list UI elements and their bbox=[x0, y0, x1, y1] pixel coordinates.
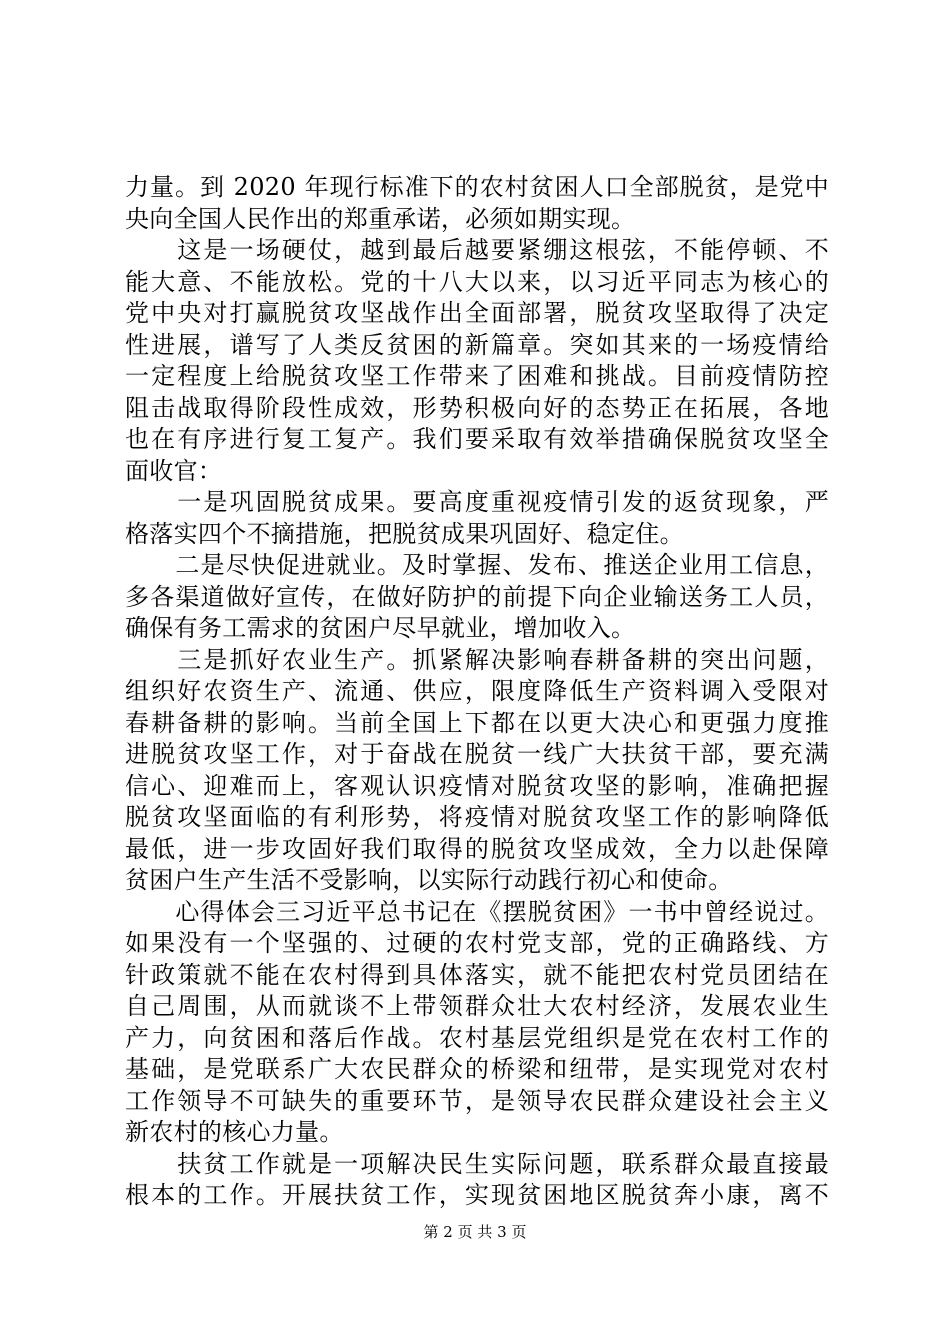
text-line: 产力，向贫困和落后作战。农村基层党组织是党在农村工作的 bbox=[125, 1023, 829, 1052]
text-line: 心得体会三习近平总书记在《摆脱贫困》一书中曾经说过。 bbox=[125, 897, 829, 926]
text-line: 根本的工作。开展扶贫工作，实现贫困地区脱贫奔小康，离不 bbox=[125, 1181, 829, 1209]
text-line: 一定程度上给脱贫攻坚工作带来了困难和挑战。目前疫情防控 bbox=[125, 362, 829, 390]
text-line: 央向全国人民作出的郑重承诺，必须如期实现。 bbox=[125, 204, 636, 233]
text-line: 工作领导不可缺失的重要环节，是领导农民群众建设社会主义 bbox=[125, 1086, 829, 1115]
text-line: 基础，是党联系广大农民群众的桥梁和纽带，是实现党对农村 bbox=[125, 1055, 829, 1083]
text-line: 针政策就不能在农村得到具体落实，就不能把农村党员团结在 bbox=[125, 960, 829, 989]
body-text bbox=[125, 172, 829, 1212]
text-line: 力量。到 2020 年现行标准下的农村贫困人口全部脱贫，是党中 bbox=[125, 173, 829, 201]
text-line: 最低，进一步攻固好我们取得的脱贫攻坚成效，全力以赴保障 bbox=[125, 834, 829, 863]
text-line: 自己周围，从而就谈不上带领群众壮大农村经济，发展农业生 bbox=[125, 992, 829, 1020]
text-line: 性进展，谱写了人类反贫困的新篇章。突如其来的一场疫情给 bbox=[125, 330, 829, 359]
text-line: 面收官： bbox=[125, 456, 223, 485]
text-line: 确保有务工需求的贫困户尽早就业，增加收入。 bbox=[125, 614, 636, 642]
text-line: 阻击战取得阶段性成效，形势积极向好的态势正在拓展，各地 bbox=[125, 393, 829, 422]
text-line: 如果没有一个坚强的、过硬的农村党支部，党的正确路线、方 bbox=[125, 929, 829, 957]
text-line: 春耕备耕的影响。当前全国上下都在以更大决心和更强力度推 bbox=[125, 708, 829, 737]
text-line: 组织好农资生产、流通、供应，限度降低生产资料调入受限对 bbox=[125, 677, 829, 705]
text-line: 党中央对打赢脱贫攻坚战作出全面部署，脱贫攻坚取得了决定 bbox=[125, 299, 829, 327]
text-line: 能大意、不能放松。党的十八大以来，以习近平同志为核心的 bbox=[125, 267, 829, 296]
text-line: 扶贫工作就是一项解决民生实际问题，联系群众最直接最 bbox=[125, 1149, 829, 1178]
text-line: 二是尽快促进就业。及时掌握、发布、推送企业用工信息， bbox=[125, 551, 829, 579]
page-footer: 第 2 页 共 3 页 bbox=[423, 1223, 527, 1241]
text-line: 信心、迎难而上，客观认识疫情对脱贫攻坚的影响，准确把握 bbox=[125, 771, 829, 800]
text-line: 也在有序进行复工复产。我们要采取有效举措确保脱贫攻坚全 bbox=[125, 425, 829, 453]
text-line: 进脱贫攻坚工作，对于奋战在脱贫一线广大扶贫干部，要充满 bbox=[125, 740, 829, 768]
text-line: 三是抓好农业生产。抓紧解决影响春耕备耕的突出问题， bbox=[125, 645, 829, 674]
text-line: 贫困户生产生活不受影响，以实际行动践行初心和使命。 bbox=[125, 866, 733, 894]
text-line: 脱贫攻坚面临的有利形势，将疫情对脱贫攻坚工作的影响降低 bbox=[125, 803, 829, 831]
text-line: 新农村的核心力量。 bbox=[125, 1118, 344, 1146]
text-line: 一是巩固脱贫成果。要高度重视疫情引发的返贫现象，严 bbox=[125, 488, 829, 516]
text-line: 格落实四个不摘措施，把脱贫成果巩固好、稳定住。 bbox=[125, 519, 684, 548]
text-line: 这是一场硬仗，越到最后越要紧绷这根弦，不能停顿、不 bbox=[125, 236, 829, 264]
text-line: 多各渠道做好宣传，在做好防护的前提下向企业输送务工人员， bbox=[125, 582, 829, 611]
